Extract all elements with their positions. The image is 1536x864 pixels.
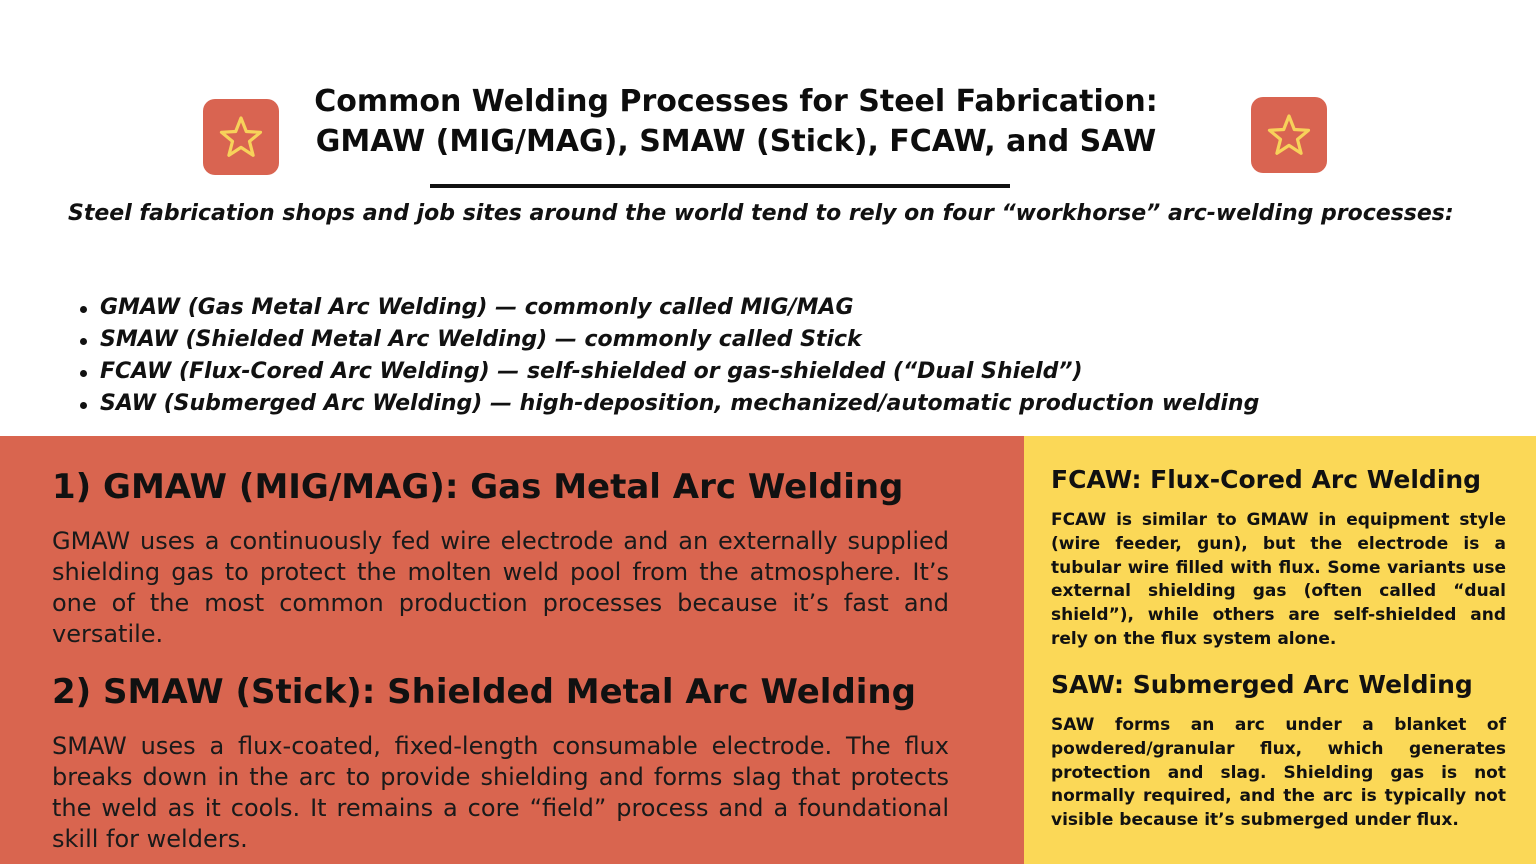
list-item: SAW (Submerged Arc Welding) — high-deposition, mechanized/automatic production welding — [78, 388, 1498, 420]
smaw-body: SMAW uses a flux-coated, fixed-length consumable electrode. The flux breaks down in the arc to provide shielding and forms slag that protects the weld as it cools. It remains a core “field” process and a foundational skill for welders. — [52, 732, 949, 853]
gmaw-body: GMAW uses a continuously fed wire electrode and an externally supplied shielding gas to protect the molten weld pool from the atmosphere. It’s one of the most common production processes because it’s fast and versatile. — [52, 527, 949, 648]
intro-text: Steel fabrication shops and job sites around the world tend to rely on four “workhorse” arc-welding processes: — [68, 201, 1454, 226]
page-title — [286, 82, 1186, 162]
star-badge-left — [203, 99, 279, 175]
gmaw-heading: 1) GMAW (MIG/MAG): Gas Metal Arc Welding — [52, 467, 904, 507]
title-line-1: Common Welding Processes for Steel Fabrication: — [314, 84, 1158, 119]
title-line-2: GMAW (MIG/MAG), SMAW (Stick), FCAW, and SAW — [315, 124, 1157, 159]
title-underline — [430, 184, 1010, 188]
star-icon — [219, 115, 263, 159]
list-item: GMAW (Gas Metal Arc Welding) — commonly called MIG/MAG — [78, 292, 1498, 324]
fcaw-body: FCAW is similar to GMAW in equipment style (wire feeder, gun), but the electrode is a tubular wire filled with flux. Some variants use external shielding gas (often called “dual shield”), while others are self-shielded and rely on the flux system alone. — [1051, 510, 1506, 649]
list-item: FCAW (Flux-Cored Arc Welding) — self-shielded or gas-shielded (“Dual Shield”) — [78, 356, 1498, 388]
list-item: SMAW (Shielded Metal Arc Welding) — commonly called Stick — [78, 324, 1498, 356]
saw-body: SAW forms an arc under a blanket of powdered/granular flux, which generates protection and slag. Shielding gas is not normally required, and the arc is typically not visible because it’s submerged under flux. — [1051, 715, 1506, 831]
star-icon — [1267, 113, 1311, 157]
saw-heading: SAW: Submerged Arc Welding — [1051, 670, 1473, 699]
smaw-heading: 2) SMAW (Stick): Shielded Metal Arc Welding — [52, 672, 916, 712]
star-badge-right — [1251, 97, 1327, 173]
process-list — [78, 292, 1498, 420]
fcaw-heading: FCAW: Flux-Cored Arc Welding — [1051, 465, 1482, 494]
